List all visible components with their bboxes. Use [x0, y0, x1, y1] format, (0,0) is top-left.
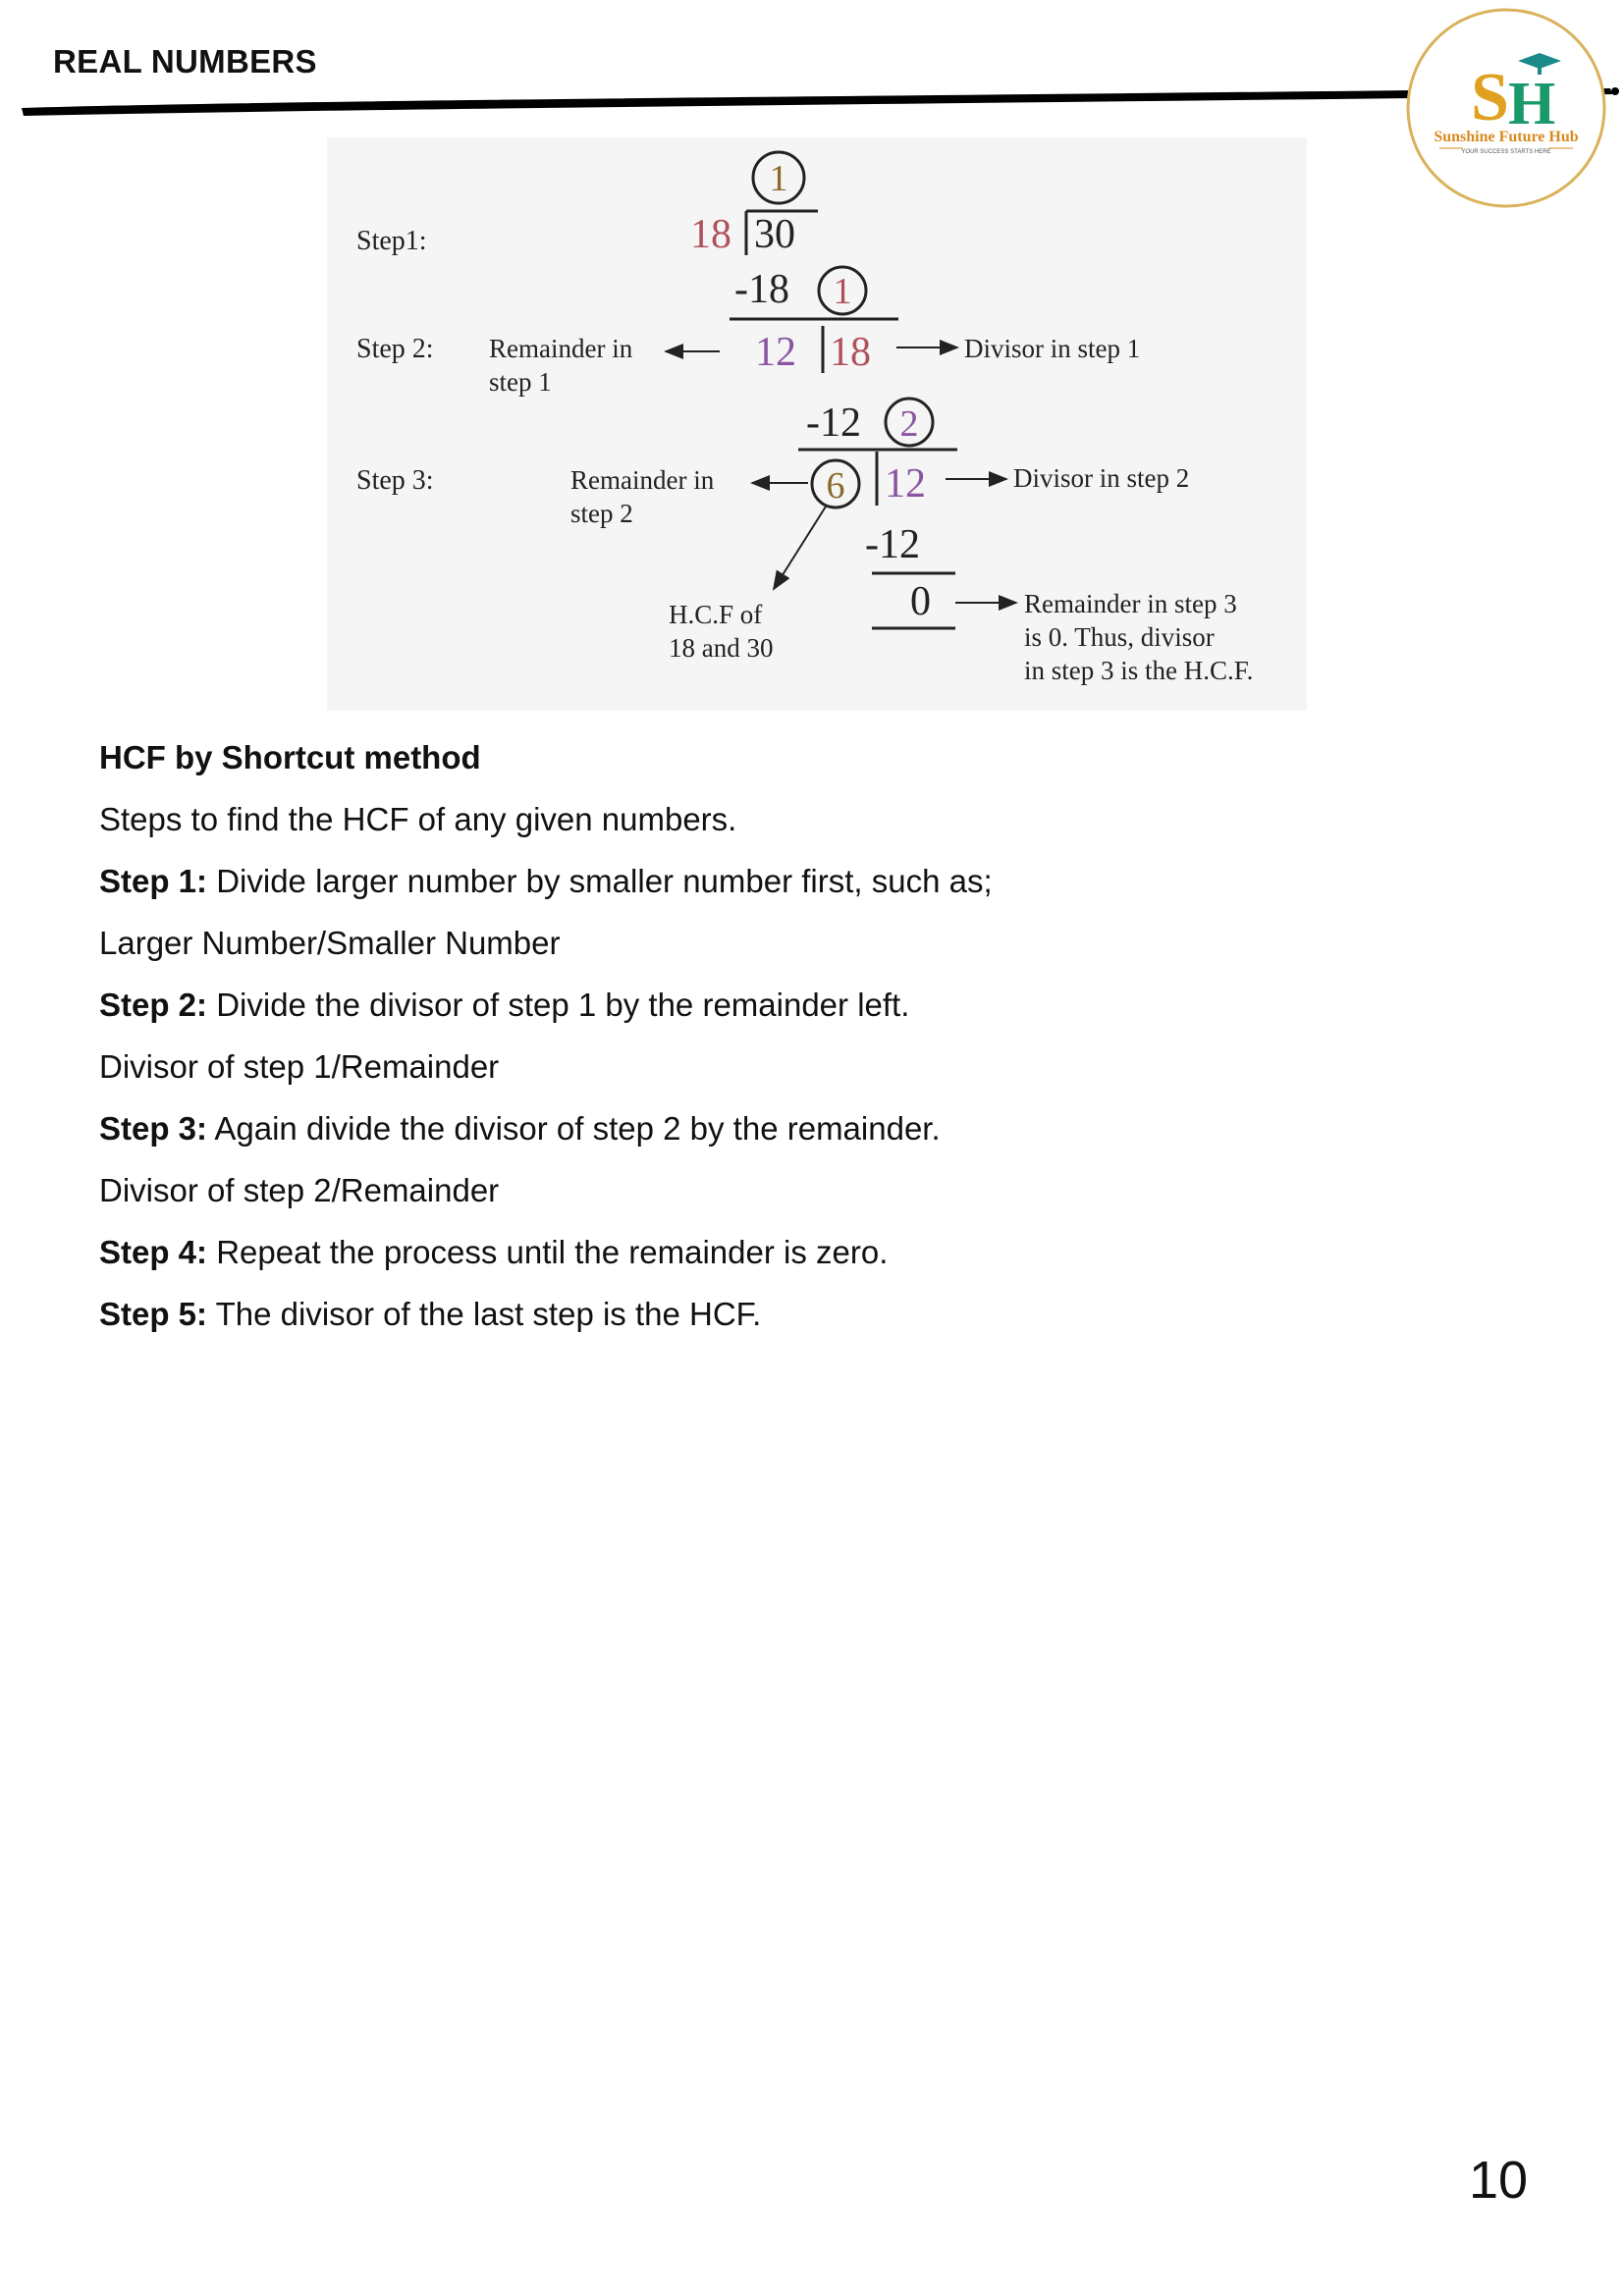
svg-text:YOUR SUCCESS STARTS HERE: YOUR SUCCESS STARTS HERE [1461, 149, 1551, 155]
annot-hcf-line2: 18 and 30 [669, 633, 774, 663]
annot-div2: Divisor in step 2 [1013, 463, 1190, 493]
svg-text:Sunshine Future Hub: Sunshine Future Hub [1434, 129, 1579, 145]
annot-rem3-line1: Remainder in step 3 [1024, 589, 1237, 618]
hcf-long-division-diagram [327, 137, 1307, 711]
step1-text: Divide larger number by smaller number first, such as; [207, 863, 993, 899]
step2-label: Step 2: [99, 987, 208, 1023]
subtract1: -18 [734, 267, 789, 312]
divisor3-value: 12 [885, 461, 926, 507]
step5-label: Step 5: [99, 1296, 208, 1332]
divisor1: 18 [690, 212, 731, 257]
remainder1: 12 [755, 330, 796, 375]
step2-formula: Divisor of step 1/Remainder [99, 1048, 500, 1085]
annot-rem2-line2: step 2 [570, 499, 633, 528]
step3-label: Step 3: [356, 465, 434, 496]
subtract2: -12 [806, 400, 861, 446]
step5-line [99, 1283, 1474, 1345]
step4-line [99, 1221, 1474, 1283]
step1-label: Step1: [356, 226, 427, 256]
step1-label: Step 1: [99, 863, 208, 899]
dividend1: 30 [754, 212, 795, 257]
header-rule [0, 79, 1624, 118]
step3-label: Step 3: [99, 1110, 208, 1147]
step3-text: Again divide the divisor of step 2 by the remainder. [207, 1110, 941, 1147]
step2-text: Divide the divisor of step 1 by the remainder left. [207, 987, 910, 1023]
step5-text: The divisor of the last step is the HCF. [207, 1296, 762, 1332]
annot-hcf-line1: H.C.F of [669, 600, 763, 629]
annot-div1: Divisor in step 1 [964, 334, 1141, 363]
step4-text: Repeat the process until the remainder is zero. [207, 1234, 889, 1270]
annot-rem3-line3: in step 3 is the H.C.F. [1024, 656, 1254, 685]
annot-rem1-line1: Remainder in [489, 334, 633, 363]
svg-text:H: H [1508, 71, 1556, 137]
divisor2-value: 18 [830, 330, 871, 375]
step2-line [99, 974, 1474, 1036]
step2-label: Step 2: [356, 334, 434, 364]
svg-text:S: S [1471, 60, 1509, 135]
hcf-division-figure [327, 137, 1307, 711]
step4-label: Step 4: [99, 1234, 208, 1270]
section-heading: HCF by Shortcut method [99, 739, 481, 775]
quotient1: 1 [769, 158, 788, 199]
hcf-steps-section [99, 726, 1474, 1345]
page-number: 10 [1469, 2151, 1529, 2210]
step3-formula: Divisor of step 2/Remainder [99, 1172, 500, 1208]
subtract3: -12 [865, 522, 920, 567]
sunshine-future-hub-logo [1402, 4, 1610, 212]
page-header-title: REAL NUMBERS [53, 43, 317, 80]
intro-text: Steps to find the HCF of any given numbers. [99, 801, 737, 837]
quotient2: 2 [899, 403, 919, 445]
annot-rem2-line1: Remainder in [570, 465, 715, 495]
step3-line [99, 1097, 1474, 1159]
annot-rem1-line2: step 1 [489, 367, 552, 397]
quotient1b: 1 [833, 271, 852, 312]
remainder3: 0 [910, 579, 931, 624]
step1-formula: Larger Number/Smaller Number [99, 925, 561, 961]
annot-rem3-line2: is 0. Thus, divisor [1024, 622, 1215, 652]
step1-line [99, 850, 1474, 912]
remainder2: 6 [826, 465, 845, 507]
